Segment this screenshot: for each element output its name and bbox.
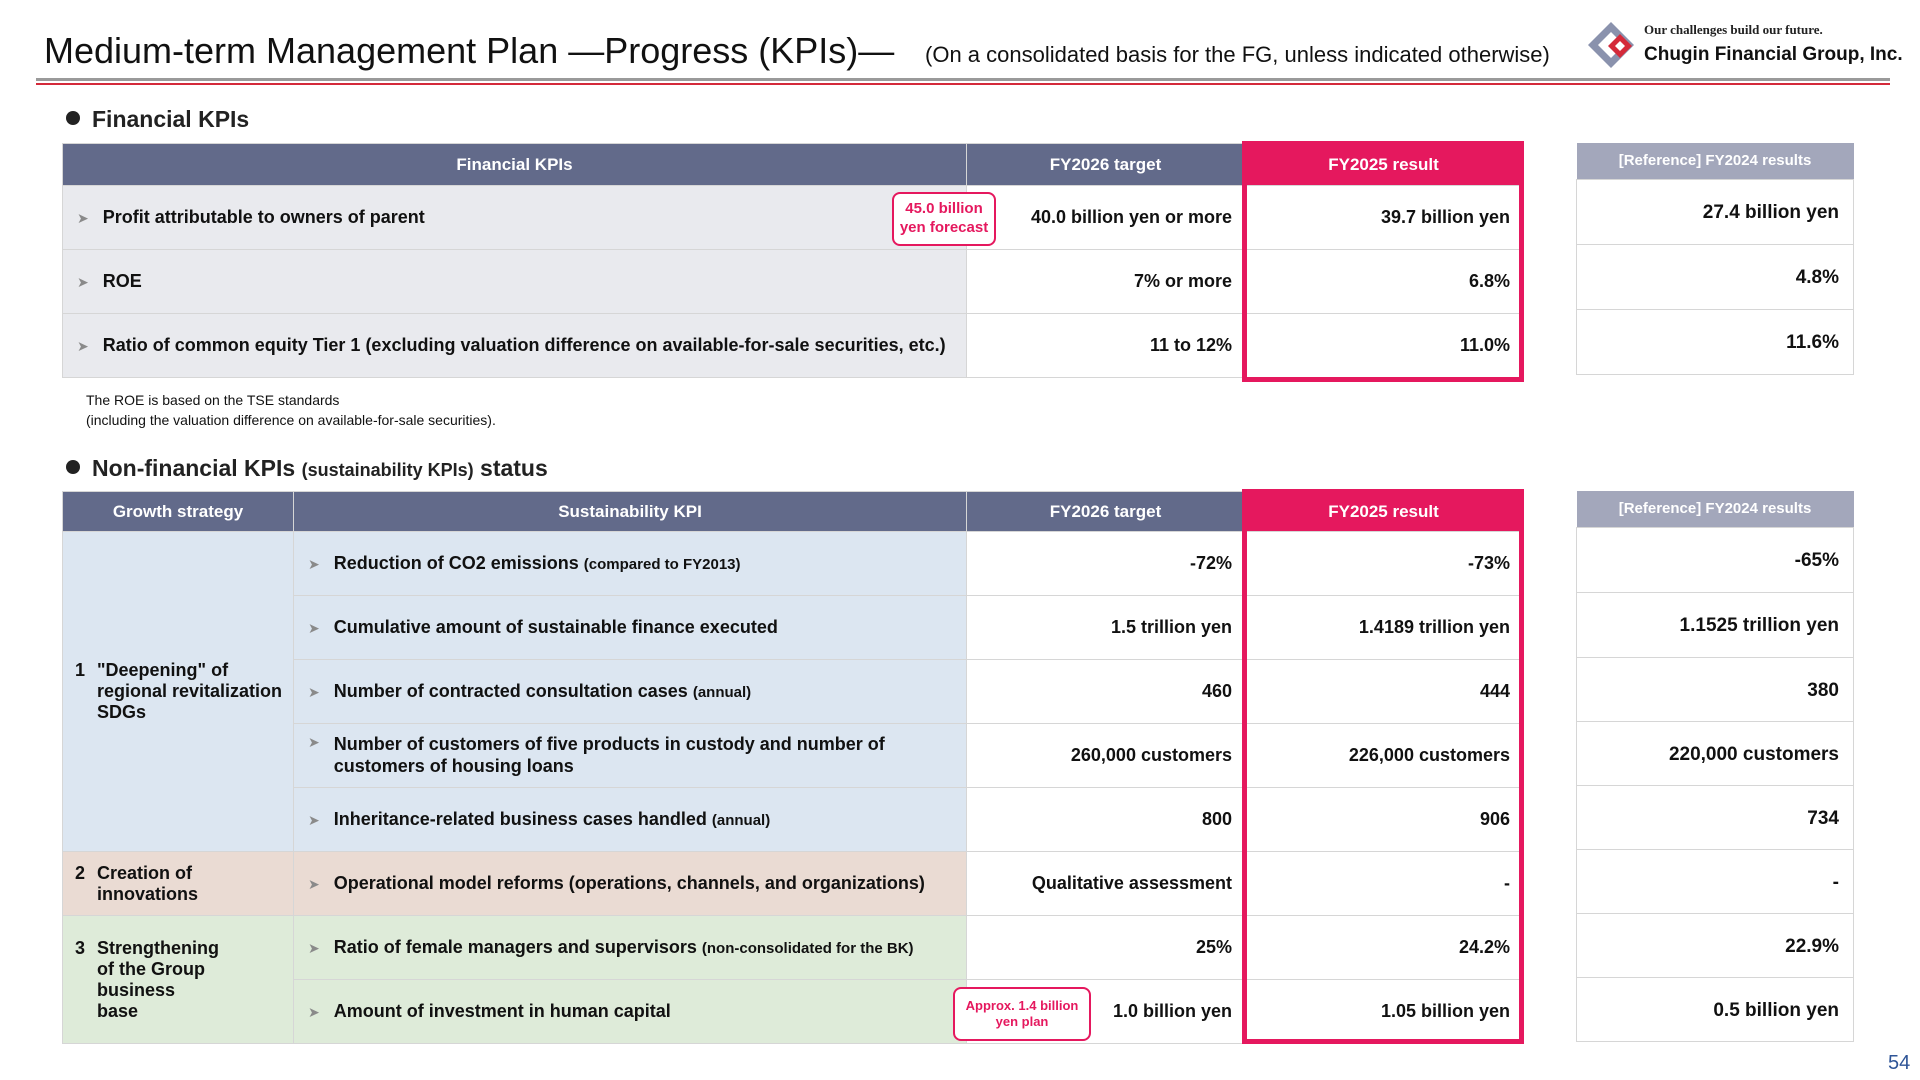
result-cell: 906 (1245, 788, 1523, 852)
kpi-name-cell: ➤ Reduction of CO2 emissions (compared to FY2013) (294, 532, 967, 596)
result-cell: - (1245, 852, 1523, 916)
kpi-name-cell: ➤ Ratio of female managers and supervisors (non-consolidated for the BK) (294, 916, 967, 980)
column-header-highlight: FY2025 result (1245, 144, 1523, 186)
reference-cell: 220,000 customers (1577, 721, 1854, 785)
company-logo-icon (1586, 20, 1636, 70)
result-highlight-frame (1242, 489, 1524, 1044)
target-cell: 460 (967, 660, 1245, 724)
target-cell: 1.0 billion yen (967, 980, 1245, 1044)
growth-strategy-cell: 2 Creation of innovations (63, 852, 294, 916)
arrow-bullet-icon: ➤ (308, 876, 320, 892)
result-cell: 1.4189 trillion yen (1245, 596, 1523, 660)
page-title: Medium-term Management Plan —Progress (KPIs)— (44, 30, 895, 71)
header-divider-accent (36, 83, 1890, 85)
reference-header: [Reference] FY2024 results (1577, 491, 1854, 527)
target-cell: 40.0 billion yen or more (967, 186, 1245, 250)
kpi-name-cell: ➤ Amount of investment in human capital (294, 980, 967, 1044)
column-header: FY2026 target (967, 492, 1245, 532)
target-cell: -72% (967, 532, 1245, 596)
reference-cell: 27.4 billion yen (1577, 179, 1854, 244)
target-cell: Qualitative assessment (967, 852, 1245, 916)
result-cell: 24.2% (1245, 916, 1523, 980)
kpi-name-cell: ➤ Number of customers of five products in custody and number of customers of housing loans (294, 724, 967, 788)
arrow-bullet-icon: ➤ (308, 940, 320, 956)
kpi-name-cell: ➤ Operational model reforms (operations, channels, and organizations) (294, 852, 967, 916)
result-highlight-frame (1242, 141, 1524, 382)
arrow-bullet-icon: ➤ (77, 210, 89, 226)
bullet-icon (66, 460, 80, 474)
reference-cell: 1.1525 trillion yen (1577, 592, 1854, 657)
company-tagline: Our challenges build our future. (1644, 22, 1823, 37)
column-header: Financial KPIs (63, 144, 967, 186)
kpi-name-cell: ➤ Inheritance-related business cases handled (annual) (294, 788, 967, 852)
kpi-name-cell: ➤ Profit attributable to owners of parent (63, 186, 967, 250)
arrow-bullet-icon: ➤ (308, 556, 320, 572)
reference-cell: - (1577, 849, 1854, 913)
result-cell: -73% (1245, 532, 1523, 596)
result-cell: 39.7 billion yen (1245, 186, 1523, 250)
header-divider (36, 78, 1890, 81)
plan-callout: Approx. 1.4 billion yen plan (953, 987, 1091, 1041)
result-cell: 444 (1245, 660, 1523, 724)
result-cell: 226,000 customers (1245, 724, 1523, 788)
column-header: Growth strategy (63, 492, 294, 532)
result-cell: 6.8% (1245, 250, 1523, 314)
target-cell: 11 to 12% (967, 314, 1245, 378)
arrow-bullet-icon: ➤ (77, 338, 89, 354)
kpi-name-cell: ➤ Cumulative amount of sustainable finance executed (294, 596, 967, 660)
arrow-bullet-icon: ➤ (308, 812, 320, 828)
kpi-name-cell: ➤ Number of contracted consultation cases (annual) (294, 660, 967, 724)
reference-cell: 380 (1577, 657, 1854, 721)
company-name: Chugin Financial Group, Inc. (1644, 44, 1903, 65)
page-number: 54 (1888, 1052, 1911, 1074)
reference-cell: 11.6% (1577, 309, 1854, 374)
target-cell: 25% (967, 916, 1245, 980)
reference-cell: 4.8% (1577, 244, 1854, 309)
financial-reference-table (1576, 143, 1854, 375)
arrow-bullet-icon: ➤ (308, 684, 320, 700)
financial-section-title: Financial KPIs (66, 106, 249, 133)
result-cell: 1.05 billion yen (1245, 980, 1523, 1044)
kpi-name-cell: ➤ ROE (63, 250, 967, 314)
roe-footnote: The ROE is based on the TSE standards (including the valuation difference on available-for-sale securities). (86, 392, 496, 428)
bullet-icon (66, 111, 80, 125)
arrow-bullet-icon: ➤ (308, 733, 320, 750)
reference-cell: 734 (1577, 785, 1854, 849)
arrow-bullet-icon: ➤ (308, 1004, 320, 1020)
page-subtitle: (On a consolidated basis for the FG, unless indicated otherwise) (925, 42, 1550, 67)
target-cell: 800 (967, 788, 1245, 852)
target-cell: 260,000 customers (967, 724, 1245, 788)
result-cell: 11.0% (1245, 314, 1523, 378)
reference-header: [Reference] FY2024 results (1577, 143, 1854, 179)
forecast-callout: 45.0 billion yen forecast (892, 192, 996, 246)
column-header: Sustainability KPI (294, 492, 967, 532)
nonfinancial-section-title: Non-financial KPIs (sustainability KPIs) status (66, 455, 548, 482)
growth-strategy-cell: 1 "Deepening" of regional revitalization SDGs (63, 532, 294, 852)
reference-cell: 22.9% (1577, 913, 1854, 977)
reference-cell: -65% (1577, 527, 1854, 592)
target-cell: 1.5 trillion yen (967, 596, 1245, 660)
column-header: FY2026 target (967, 144, 1245, 186)
nonfinancial-reference-table (1576, 491, 1854, 1042)
arrow-bullet-icon: ➤ (308, 620, 320, 636)
kpi-name-cell: ➤ Ratio of common equity Tier 1 (excluding valuation difference on available-for-sale securities, etc.) (63, 314, 967, 378)
reference-cell: 0.5 billion yen (1577, 977, 1854, 1041)
column-header-highlight: FY2025 result (1245, 492, 1523, 532)
target-cell: 7% or more (967, 250, 1245, 314)
arrow-bullet-icon: ➤ (77, 274, 89, 290)
growth-strategy-cell: 3 Strengthening of the Group business base (63, 916, 294, 1044)
